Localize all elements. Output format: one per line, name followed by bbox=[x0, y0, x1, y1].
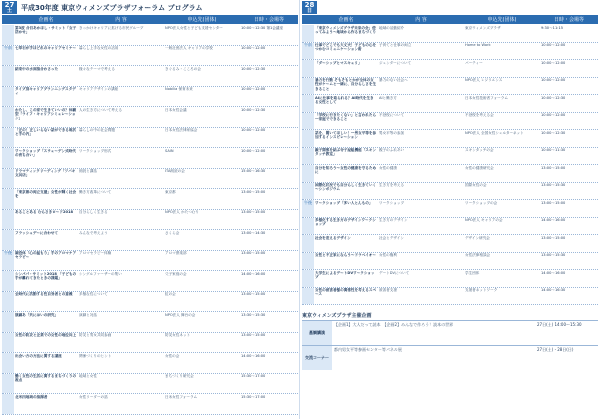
event-organizer: Home to Work bbox=[465, 43, 491, 47]
event-title: 親子関係を結ぶ寺子屋組機能「スキンタッチ教室」 bbox=[315, 148, 377, 157]
event-title: 国際化状況でも自分らしく生きていく～シンポジウム bbox=[315, 183, 377, 192]
event-time-venue: 10:00～12:30 bbox=[541, 95, 566, 100]
event-description: みんなで考えよう bbox=[79, 230, 108, 235]
day-27-number: 27 bbox=[4, 0, 15, 9]
event-description: 朗読と講話 bbox=[79, 169, 97, 173]
event-time-venue: 13:00～15:00 bbox=[541, 165, 566, 170]
event-title: 仕事でどこでも大丈夫！子どもの心をつかむコミュニケーション術 bbox=[315, 43, 377, 52]
event-description: 演劇と対話 bbox=[79, 312, 97, 317]
event-title: 「東京都の両立支援」女性が輝く社会を bbox=[15, 189, 77, 198]
time-cell bbox=[2, 312, 14, 332]
table-row bbox=[302, 183, 598, 201]
event-time-venue: 15:30～17:00 bbox=[241, 394, 266, 399]
time-cell bbox=[2, 333, 14, 353]
event-time-venue: 13:30～15:30 bbox=[241, 312, 266, 317]
event-description: 働き方改革について bbox=[79, 189, 112, 194]
event-organizer: 女性の健康研究会 bbox=[465, 165, 494, 170]
event-description: 生き方のデザイン bbox=[379, 218, 408, 222]
event-title: 演劇あ「共にはいの研究」 bbox=[15, 312, 59, 317]
event-organizer: パーティー bbox=[465, 60, 483, 65]
table-row bbox=[302, 235, 598, 253]
table-row bbox=[302, 200, 598, 218]
event-title: わたし、この家で生きていいの？体験型「ライフ・キャリアシミュレーション」 bbox=[15, 107, 77, 121]
event-organizer: 不登校を考える会 bbox=[465, 113, 494, 117]
event-title: 社会を変えるデザイン bbox=[315, 235, 351, 240]
table-row bbox=[302, 78, 598, 96]
event-time-venue: 10:00～12:00 bbox=[541, 43, 566, 47]
time-cell bbox=[302, 60, 314, 77]
time-cell bbox=[302, 130, 314, 147]
page-title: 平成30年度 東京ウィメンズプラザフォーラム プログラム bbox=[21, 3, 203, 12]
time-cell bbox=[2, 292, 14, 312]
time-cell bbox=[2, 169, 14, 189]
table-row bbox=[302, 253, 598, 271]
day-28-badge bbox=[302, 1, 317, 14]
event-description: 親子のふれあい bbox=[379, 148, 405, 152]
event-organizer: 国際女性の会 bbox=[465, 183, 487, 187]
time-cell: 午後 bbox=[2, 251, 14, 271]
event-time-venue: 10:00～12:00 bbox=[541, 78, 566, 82]
right-rows bbox=[302, 25, 598, 305]
event-title: 女性と不正家にならう～ドラベイオー bbox=[315, 253, 376, 257]
time-cell bbox=[2, 87, 14, 107]
event-description: 暴力のない社会へ bbox=[379, 78, 408, 82]
event-organizer: まちづくり研究会 bbox=[165, 374, 194, 378]
event-description: 社会とデザイン bbox=[379, 235, 404, 240]
event-description: 女性の健康 bbox=[379, 165, 397, 170]
event-title: 女性の防災と企業での女性の地位向上 bbox=[15, 333, 77, 337]
event-description: 女性リーダーの話 bbox=[79, 394, 108, 399]
time-cell bbox=[302, 148, 314, 165]
event-title: 全時代に活動する性自身者との意義 bbox=[15, 292, 73, 296]
event-time-venue: 10:00～12:30 第1会議室 bbox=[241, 25, 284, 30]
day-28-number: 28 bbox=[304, 0, 315, 9]
time-cell bbox=[302, 253, 314, 270]
event-time-venue: 13:00～15:00 bbox=[241, 292, 266, 296]
event-title: 出会い方の方法に関する講座 bbox=[15, 353, 62, 358]
event-description: デートDVについて bbox=[379, 270, 410, 275]
event-title: 「ダーシップとマスキュリ」 bbox=[315, 60, 362, 65]
event-title: 「正の！正しいらない話ができる現状と手の内」 bbox=[15, 128, 77, 137]
time-cell bbox=[302, 288, 314, 305]
event-organizer: 防災女性ネット bbox=[165, 333, 191, 337]
event-time-venue: 14:00～16:30 bbox=[541, 288, 566, 292]
event-description: ワークショップ形式 bbox=[79, 148, 112, 153]
time-cell bbox=[302, 270, 314, 287]
event-organizer: スキンタッチの会 bbox=[465, 148, 494, 152]
event-time-venue: 15:00～16:30 bbox=[241, 169, 266, 173]
time-cell bbox=[2, 25, 14, 45]
event-description: AIと働き方 bbox=[379, 95, 397, 100]
event-time-venue: 13:00～14:30 bbox=[241, 230, 266, 235]
event-time-venue: 13:00～15:00 bbox=[241, 210, 266, 214]
time-cell bbox=[302, 95, 314, 112]
left-column-header bbox=[2, 15, 298, 24]
col-title: 企画名 bbox=[338, 17, 354, 23]
table-row bbox=[2, 394, 298, 415]
event-organizer: 東京ウィメンズプラザ bbox=[465, 25, 501, 30]
time-cell: 午前 bbox=[2, 46, 14, 66]
right-column-header bbox=[302, 15, 598, 24]
time-cell bbox=[2, 128, 14, 148]
event-description: 暮らし上手な女性の活用 bbox=[79, 46, 119, 50]
table-row bbox=[302, 148, 598, 166]
table-row bbox=[302, 218, 598, 236]
event-organizer: NPO法人女性と子ども支援センター bbox=[165, 25, 223, 30]
event-title: 自分を知ろう～女性の健康を守るために bbox=[315, 165, 377, 174]
event-time-venue: 13:00～15:00 bbox=[541, 235, 566, 240]
table-row bbox=[2, 271, 298, 292]
event-organizer: 日本女性技術者フォーラム bbox=[465, 95, 508, 100]
event-title: あることある むらさきロード2018 bbox=[15, 210, 73, 214]
event-description: 子育てと仕事の両立 bbox=[379, 43, 412, 47]
section-label: 基調講演 bbox=[302, 321, 332, 345]
col-org: 申込先(団体) bbox=[187, 17, 217, 23]
event-time-venue: 10:00～12:30 bbox=[541, 130, 566, 135]
time-cell bbox=[302, 25, 314, 42]
event-description: 様々なテーマで考える bbox=[79, 66, 115, 71]
event-description: きっかけキャリアに拡げる市民グループ bbox=[79, 25, 144, 30]
time-cell bbox=[2, 271, 14, 291]
event-title: 多様化する生き方のデザインワークショップ bbox=[315, 218, 376, 227]
table-row bbox=[2, 230, 298, 251]
event-time-venue: 13:00～15:30 bbox=[541, 183, 566, 187]
event-description: ジェンダーについて bbox=[379, 60, 412, 65]
table-row bbox=[302, 43, 598, 61]
event-time-venue: 10:00～12:00 bbox=[241, 87, 266, 91]
table-row bbox=[302, 95, 598, 113]
col-content: 内 容 bbox=[415, 17, 427, 23]
time-cell bbox=[2, 210, 14, 230]
event-organizer: 日本女性会議 bbox=[165, 107, 187, 112]
col-title: 企画名 bbox=[38, 17, 54, 23]
event-title: 調査体「心の温もり」手のアロマケアセラピー bbox=[15, 251, 77, 260]
time-cell bbox=[2, 107, 14, 127]
day-28-weekday: 日 bbox=[306, 7, 312, 14]
event-organizer: 日米女性フォーラム bbox=[165, 394, 198, 399]
table-row bbox=[2, 128, 298, 149]
time-cell bbox=[2, 394, 14, 414]
event-organizer: NPO法人 全国女性シェルターネット bbox=[465, 130, 524, 135]
time-cell bbox=[2, 66, 14, 86]
event-title: 女性の被害者様の関係性を考えるスペース bbox=[315, 288, 377, 297]
col-when: 日時・会場等 bbox=[253, 17, 284, 23]
event-time-venue: 9:30～11:15 bbox=[541, 25, 564, 30]
section-row bbox=[302, 320, 598, 345]
event-organizer: さくら会 bbox=[165, 230, 180, 235]
event-title: 「学校に行きたくない」と言われたら一家庭でできること bbox=[315, 113, 377, 122]
table-row bbox=[302, 25, 598, 43]
event-time-venue: 10:00～11:30 bbox=[541, 148, 566, 152]
event-title: AIに仕事を取られる？AI時代を生きる女性として bbox=[315, 95, 374, 104]
event-title: ドラマティックリーディング「ツバキ文具店」 bbox=[15, 169, 76, 178]
time-cell bbox=[2, 353, 14, 373]
event-time-venue: 15:30～17:00 bbox=[241, 374, 266, 378]
table-row bbox=[2, 169, 298, 190]
event-time-venue: 14:00～16:00 bbox=[541, 218, 566, 222]
time-cell bbox=[302, 78, 314, 95]
event-organizer: 日本女性法律家協会 bbox=[165, 128, 198, 132]
event-description: アロマセラピー体験 bbox=[79, 251, 112, 255]
section-body: 【企画1】大人だって読本 【企画2】みんなで作ろう！読本の世界 bbox=[334, 322, 454, 327]
event-time-venue: 14:00～16:00 bbox=[541, 270, 566, 275]
section-body: 都内男女平等参画センター等パネル展 bbox=[334, 347, 402, 352]
event-description: ワークショップ bbox=[379, 200, 405, 205]
event-organizer: NPO法人 レジリエンス bbox=[465, 78, 503, 82]
event-description: 多様な性について bbox=[79, 292, 108, 296]
event-description: 不登校について bbox=[379, 113, 405, 117]
col-org: 申込先(団体) bbox=[487, 17, 517, 23]
event-organizer: 学生団体 bbox=[465, 270, 480, 275]
event-organizer: Nobilia 保育未来 bbox=[165, 87, 193, 91]
time-cell: 午前 bbox=[302, 43, 314, 60]
table-row bbox=[2, 374, 298, 395]
event-organizer: 虹の会 bbox=[165, 292, 176, 296]
table-row bbox=[2, 353, 298, 374]
event-title: タイプ別キャリアプランニングスタディ bbox=[15, 87, 76, 96]
event-title: 第3波 合目あかほし・サミット「女子活かせ」 bbox=[15, 25, 77, 34]
time-cell bbox=[302, 235, 314, 252]
event-time-venue: 14:00～16:00 bbox=[241, 271, 266, 276]
table-row bbox=[302, 130, 598, 148]
event-time-venue: 14:00～16:00 bbox=[241, 353, 266, 358]
event-title: フラッシュデーに合わせて bbox=[15, 230, 58, 235]
event-organizer: 支援者ネットワーク bbox=[465, 288, 498, 292]
event-time-venue: 13:00～15:00 bbox=[241, 189, 266, 194]
time-cell bbox=[2, 374, 14, 394]
table-row bbox=[302, 288, 598, 306]
left-rows bbox=[2, 25, 298, 415]
event-organizer: きぐるみ・こころの会 bbox=[165, 66, 201, 71]
section-row bbox=[302, 345, 598, 370]
section-side: 27日(土)・28日(日) bbox=[537, 347, 574, 352]
event-description: 防災と男女共同参画 bbox=[79, 333, 112, 337]
col-content: 内 容 bbox=[115, 17, 127, 23]
table-row bbox=[2, 292, 298, 313]
event-organizer: SAIN bbox=[165, 148, 174, 153]
event-description: 被害者支援 bbox=[379, 288, 397, 292]
event-title: 結束中の水面指合わさった bbox=[15, 66, 59, 71]
event-organizer: アロマ倶楽部 bbox=[165, 251, 187, 255]
event-description: 関係づくりのヒント bbox=[79, 353, 112, 358]
event-title: ワークショップ「スウェーデン式時代の育ち合い」 bbox=[15, 148, 76, 157]
table-row bbox=[2, 107, 298, 128]
section-title: 東京ウィメンズプラザ主催企画 bbox=[302, 313, 372, 319]
event-description: 暮らしの中の社会問題 bbox=[79, 128, 115, 132]
hosted-events-section bbox=[302, 312, 598, 370]
event-time-venue: 10:00～12:00 bbox=[541, 60, 566, 65]
table-row bbox=[2, 25, 298, 46]
time-cell bbox=[302, 218, 314, 235]
event-title: 「東京ウィメンズプラザ未来の会」使ってみよう～地域から作るまちづくり bbox=[315, 25, 377, 34]
event-time-venue: 10:00～12:00 bbox=[241, 128, 266, 132]
event-time-venue: 13:00～15:00 bbox=[541, 200, 566, 205]
event-description: 人の生き方について考える bbox=[79, 107, 123, 112]
table-row bbox=[302, 60, 598, 78]
event-time-venue: 13:00～15:30 bbox=[541, 253, 566, 257]
event-description: シングルファーザーの集い bbox=[79, 271, 122, 276]
event-organizer: 父子家庭の会 bbox=[165, 271, 187, 276]
event-title: 北米四地域の指揮者 bbox=[15, 394, 48, 399]
table-row bbox=[302, 270, 598, 288]
event-organizer: NPO法人 舞台の会 bbox=[165, 312, 196, 317]
event-title: 働く女性の生活に関するまちづくりの視点 bbox=[15, 374, 77, 383]
event-title: 七草石が手ほどれのキャリアセミナー bbox=[15, 46, 77, 50]
time-cell bbox=[2, 230, 14, 250]
event-description: 地域と女性 bbox=[79, 374, 97, 378]
event-organizer: デザイン研究会 bbox=[465, 235, 490, 240]
event-title: シンパパ・サミット2018 「子どもの手が離れてきたときの課題」 bbox=[15, 271, 77, 280]
event-title: 暴力を行動 そもそもとかが全体の女性がケームと一緒に、自分らしさを生きること bbox=[315, 78, 377, 91]
event-organizer: 東京都 bbox=[165, 189, 176, 194]
event-time-venue: 13:00～15:00 bbox=[241, 251, 266, 255]
col-when: 日時・会場等 bbox=[553, 17, 584, 23]
day-27-header bbox=[2, 1, 203, 14]
event-organizer: NPO法人 キャリアの会 bbox=[465, 218, 503, 222]
table-row bbox=[302, 165, 598, 183]
time-cell bbox=[302, 165, 314, 182]
table-row bbox=[2, 333, 298, 354]
event-time-venue: 10:00～12:00 bbox=[241, 148, 266, 153]
time-cell bbox=[2, 189, 14, 209]
event-organizer: 一般社団法人 キャリアの学校 bbox=[165, 46, 213, 50]
table-row bbox=[2, 66, 298, 87]
event-time-venue: 13:00～15:00 bbox=[241, 333, 266, 337]
page-divider bbox=[299, 0, 300, 419]
event-title: ワークショップ「多い人とんもの」 bbox=[315, 200, 373, 205]
table-row bbox=[2, 87, 298, 108]
event-description: 自分らしく生きる bbox=[79, 210, 108, 214]
event-time-venue: 10:00～12:30 bbox=[241, 66, 266, 71]
section-label: 交流コーナー bbox=[302, 346, 332, 370]
section-side: 27日(土) 14:00～15:30 bbox=[537, 322, 582, 327]
event-organizer: ITA朗読の会 bbox=[165, 169, 185, 173]
time-cell bbox=[2, 148, 14, 168]
table-row bbox=[2, 189, 298, 210]
event-organizer: ワークショップの会 bbox=[465, 200, 498, 205]
event-time-venue: 10:00～12:30 bbox=[241, 107, 266, 112]
event-time-venue: 10:00～12:00 bbox=[241, 46, 266, 50]
event-organizer: NPO法人 かたつむり bbox=[165, 210, 199, 214]
table-row bbox=[2, 312, 298, 333]
event-time-venue: 10:00～12:00 bbox=[541, 113, 566, 117]
day-27-weekday: 土 bbox=[6, 7, 12, 14]
table-row bbox=[302, 113, 598, 131]
time-cell bbox=[302, 113, 314, 130]
table-row bbox=[2, 210, 298, 231]
table-row bbox=[2, 251, 298, 272]
table-row bbox=[2, 46, 298, 67]
table-row bbox=[2, 148, 298, 169]
time-cell bbox=[302, 183, 314, 200]
time-cell: 午後 bbox=[302, 200, 314, 217]
event-description: 地域の活動紹介 bbox=[379, 25, 405, 30]
event-description: 女性の権利 bbox=[379, 253, 397, 257]
day-28-header bbox=[302, 1, 317, 14]
day-27-badge bbox=[2, 1, 17, 14]
event-description: キャリアデザインの講座 bbox=[79, 87, 119, 91]
event-description: 生き方を考える bbox=[379, 183, 405, 187]
event-organizer: 女性の会 bbox=[165, 353, 180, 358]
event-title: 話を、聞いてほしい！一男女平等を参加するインスピレーション bbox=[315, 130, 377, 139]
event-description: 男女平等の参加 bbox=[379, 130, 405, 135]
day-27-panel bbox=[2, 0, 298, 419]
event-organizer: 女性法律相談会 bbox=[465, 253, 491, 257]
event-title: 大学生によるデートDVワークショップ bbox=[315, 270, 375, 279]
